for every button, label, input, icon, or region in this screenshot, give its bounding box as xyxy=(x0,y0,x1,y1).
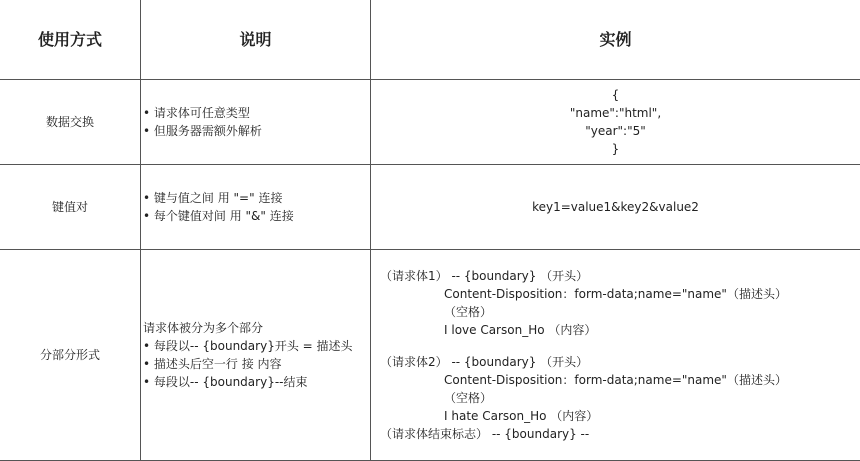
example-line: I hate Carson_Ho （内容） xyxy=(380,407,860,425)
example-line: （请求体1） -- {boundary} （开头） xyxy=(380,267,860,285)
example-line: I love Carson_Ho （内容） xyxy=(380,321,860,339)
description-intro: 请求体被分为多个部分 xyxy=(143,319,370,337)
example-line: key1=value1&key2&value2 xyxy=(532,200,699,214)
example-line: （请求体2） -- {boundary} （开头） xyxy=(380,353,860,371)
mode-cell: 键值对 xyxy=(0,165,141,250)
description-item: • 每段以-- {boundary}--结束 xyxy=(143,373,370,391)
description-cell xyxy=(141,250,371,461)
description-item: • 描述头后空一行 接 内容 xyxy=(143,355,370,373)
example-cell xyxy=(371,250,860,461)
header-description: 说明 xyxy=(141,0,371,80)
example-line: Content-Disposition：form-data;name="name"（描述头） xyxy=(380,285,860,303)
table-row xyxy=(0,250,860,461)
description-cell xyxy=(141,80,371,165)
mode-cell: 数据交换 xyxy=(0,80,141,165)
example-cell xyxy=(371,165,860,250)
description-item: • 键与值之间 用 "=" 连接 xyxy=(143,189,370,207)
spacer xyxy=(380,339,860,353)
header-row xyxy=(0,0,860,80)
header-example: 实例 xyxy=(371,0,860,80)
example-line: （空格） xyxy=(380,303,860,321)
example-line: "year":"5" xyxy=(570,122,661,140)
json-example xyxy=(570,86,661,158)
example-line: Content-Disposition：form-data;name="name"（描述头） xyxy=(380,371,860,389)
description-item: • 请求体可任意类型 xyxy=(143,104,370,122)
example-cell xyxy=(371,80,860,165)
description-item: • 但服务器需额外解析 xyxy=(143,122,370,140)
table-row xyxy=(0,80,860,165)
example-line: { xyxy=(570,86,661,104)
example-line: "name":"html", xyxy=(570,104,661,122)
example-line: } xyxy=(570,140,661,158)
description-item: • 每个键值对间 用 "&" 连接 xyxy=(143,207,370,225)
example-line: （空格） xyxy=(380,389,860,407)
mode-cell: 分部分形式 xyxy=(0,250,141,461)
description-item: • 每段以-- {boundary}开头 = 描述头 xyxy=(143,337,370,355)
table-row xyxy=(0,165,860,250)
header-mode: 使用方式 xyxy=(0,0,141,80)
description-cell xyxy=(141,165,371,250)
example-line: （请求体结束标志） -- {boundary} -- xyxy=(380,425,860,443)
